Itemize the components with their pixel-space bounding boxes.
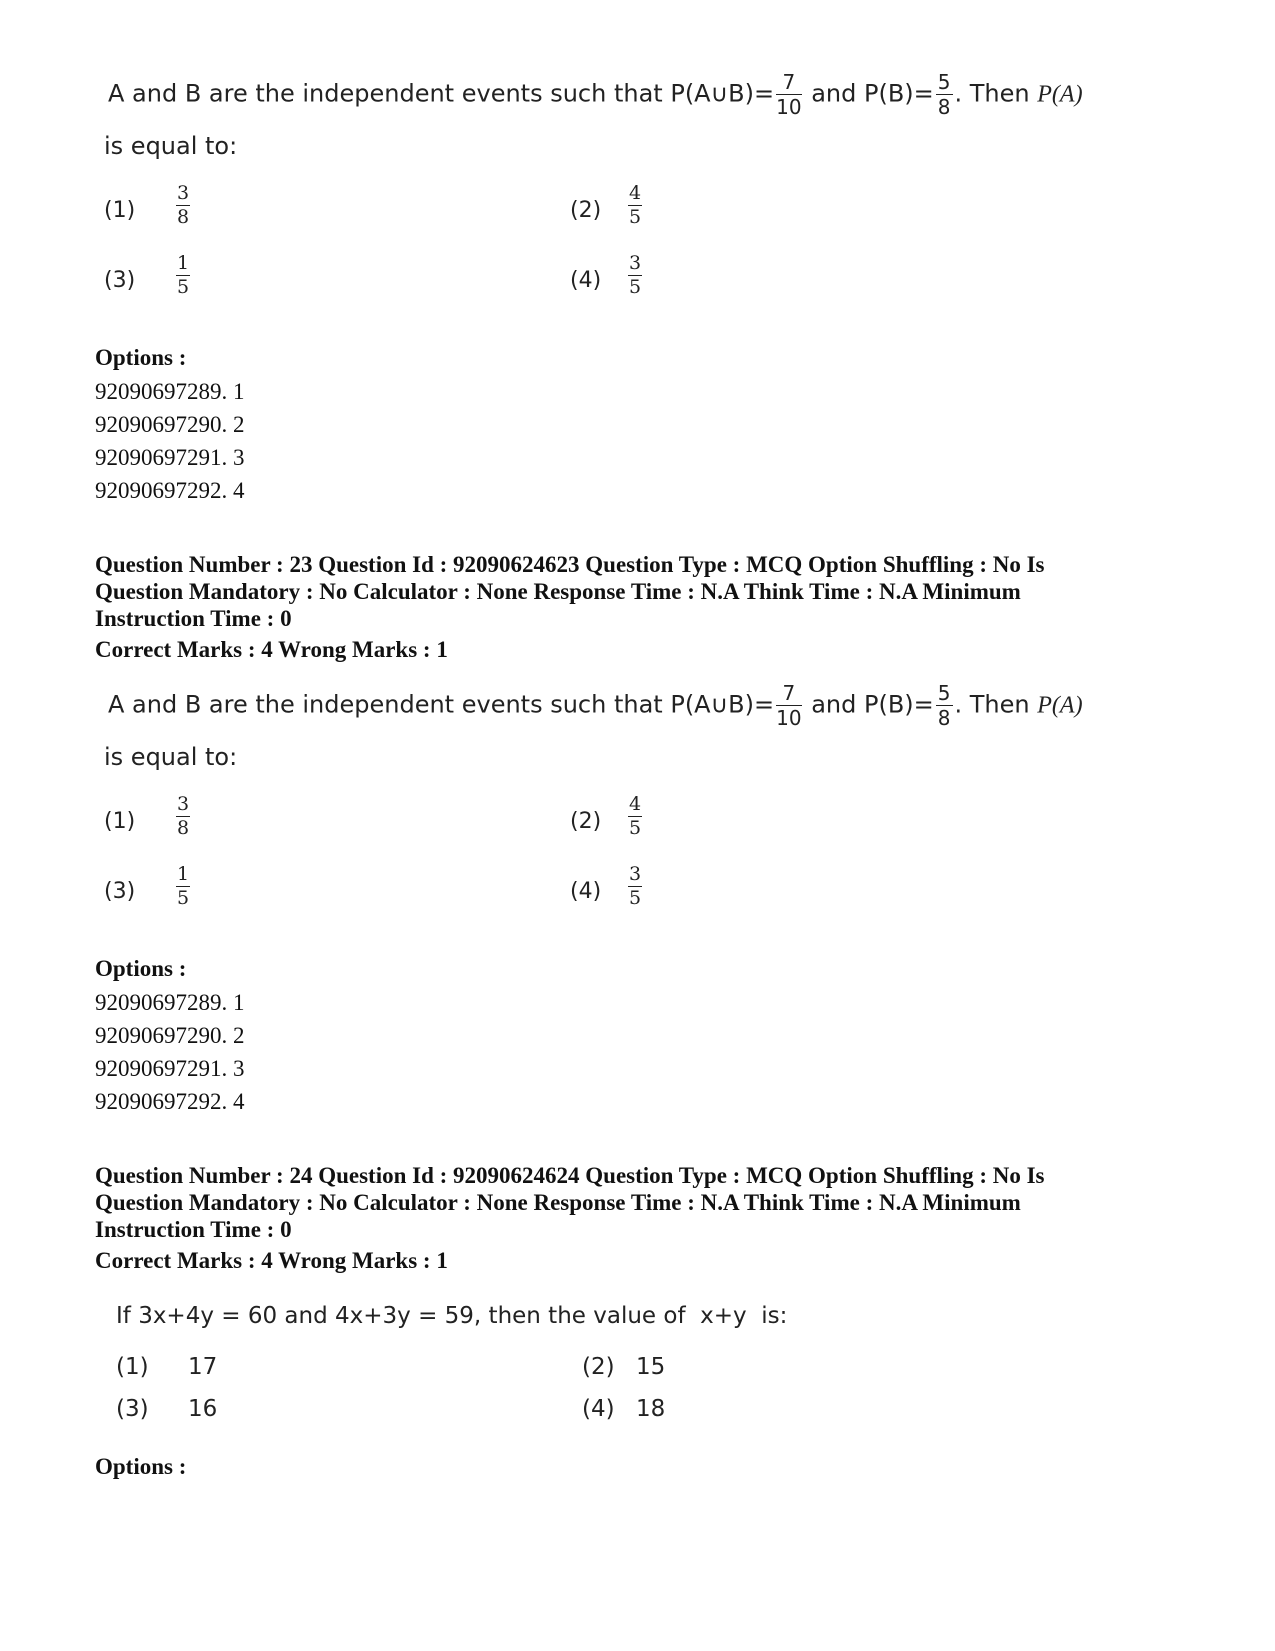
question-22-stem — [108, 72, 1083, 117]
option-item: 92090697290. 2 — [95, 1023, 245, 1048]
choice-fraction — [176, 795, 190, 838]
then-text: . Then — [954, 690, 1030, 719]
fraction-denominator: 5 — [177, 276, 190, 298]
fraction-denominator: 5 — [629, 206, 642, 228]
fraction-denominator: 5 — [629, 887, 642, 909]
fraction-numerator: 3 — [177, 182, 190, 204]
fraction-numerator: 3 — [177, 793, 190, 815]
question-24-marks: Correct Marks : 4 Wrong Marks : 1 — [95, 1248, 448, 1273]
then-text: . Then — [954, 79, 1030, 108]
p-a-label: P(A) — [1037, 692, 1083, 719]
choice-label: (3) — [104, 879, 136, 904]
options-heading: Options : — [95, 345, 187, 370]
p-b-label: P(B)= — [864, 79, 934, 108]
fraction-denominator: 8 — [937, 95, 951, 119]
choice-label: (3) — [116, 1396, 149, 1422]
choice-label: (2) — [570, 198, 602, 223]
fraction-denominator: 5 — [177, 887, 190, 909]
meta-line: Question Mandatory : No Calculator : None Response Time : N.A Think Time : N.A Minimum — [95, 579, 1021, 604]
choice-label: (2) — [570, 809, 602, 834]
stem-text: A and B are the independent events such that — [108, 690, 663, 719]
options-heading: Options : — [95, 1454, 187, 1479]
q24-choice-1 — [116, 1354, 218, 1380]
meta-line: Question Number : 23 Question Id : 92090624623 Question Type : MCQ Option Shuffling : No Is — [95, 552, 1045, 577]
fraction-denominator: 10 — [776, 95, 802, 119]
p-a-label: P(A) — [1037, 81, 1083, 108]
option-item: 92090697290. 2 — [95, 412, 245, 437]
option-item: 92090697289. 1 — [95, 379, 245, 404]
choice-value: 18 — [636, 1396, 666, 1422]
stem-text: A and B are the independent events such that — [108, 79, 663, 108]
choice-label: (4) — [582, 1396, 615, 1422]
choice-value: 16 — [188, 1396, 218, 1422]
choice-value: 17 — [188, 1354, 218, 1380]
meta-line: Instruction Time : 0 — [95, 606, 292, 631]
option-item: 92090697292. 4 — [95, 478, 245, 503]
choice-fraction — [176, 184, 190, 227]
meta-line: Question Mandatory : No Calculator : None Response Time : N.A Think Time : N.A Minimum — [95, 1190, 1021, 1215]
choice-fraction — [176, 254, 190, 297]
meta-line: Question Number : 24 Question Id : 92090624624 Question Type : MCQ Option Shuffling : No Is — [95, 1163, 1045, 1188]
fraction-denominator: 5 — [629, 817, 642, 839]
fraction-5-8 — [936, 72, 953, 117]
fraction-7-10 — [776, 683, 801, 728]
fraction-numerator: 3 — [629, 252, 642, 274]
fraction-numerator: 5 — [937, 681, 951, 705]
choice-label: (3) — [104, 268, 136, 293]
question-24-meta — [95, 1162, 1195, 1243]
choice-fraction — [628, 184, 642, 227]
p-union-label: P(A∪B)= — [670, 79, 775, 108]
choice-label: (1) — [104, 809, 136, 834]
question-22-image — [104, 70, 1108, 330]
option-item: 92090697291. 3 — [95, 1056, 245, 1081]
fraction-numerator: 1 — [177, 863, 190, 885]
fraction-numerator: 4 — [629, 182, 642, 204]
option-item: 92090697289. 1 — [95, 990, 245, 1015]
fraction-denominator: 5 — [629, 276, 642, 298]
choice-label: (4) — [570, 268, 602, 293]
q24-choice-2 — [582, 1354, 666, 1380]
choice-label: (2) — [582, 1354, 615, 1380]
fraction-7-10 — [776, 72, 801, 117]
question-23-image — [104, 681, 1108, 941]
options-list-23 — [95, 986, 245, 1118]
and-text: and — [811, 690, 857, 719]
stem-suffix: is equal to: — [104, 743, 238, 771]
stem-suffix: is equal to: — [104, 132, 238, 160]
question-23-stem — [108, 683, 1083, 728]
option-item: 92090697291. 3 — [95, 445, 245, 470]
fraction-numerator: 3 — [629, 863, 642, 885]
options-heading: Options : — [95, 956, 187, 981]
and-text: and — [811, 79, 857, 108]
choice-fraction — [628, 795, 642, 838]
p-b-label: P(B)= — [864, 690, 934, 719]
q24-choice-3 — [116, 1396, 218, 1422]
choice-fraction — [176, 865, 190, 908]
fraction-denominator: 10 — [776, 706, 802, 730]
fraction-numerator: 4 — [629, 793, 642, 815]
fraction-numerator: 5 — [937, 70, 951, 94]
fraction-numerator: 1 — [177, 252, 190, 274]
q24-choice-4 — [582, 1396, 666, 1422]
choice-label: (1) — [116, 1354, 149, 1380]
fraction-denominator: 8 — [177, 817, 190, 839]
fraction-denominator: 8 — [177, 206, 190, 228]
meta-line: Instruction Time : 0 — [95, 1217, 292, 1242]
choice-fraction — [628, 865, 642, 908]
choice-fraction — [628, 254, 642, 297]
choice-label: (1) — [104, 198, 136, 223]
fraction-denominator: 8 — [937, 706, 951, 730]
fraction-5-8 — [936, 683, 953, 728]
fraction-numerator: 7 — [776, 72, 801, 95]
options-list-22 — [95, 375, 245, 507]
fraction-numerator: 7 — [776, 683, 801, 706]
p-union-label: P(A∪B)= — [670, 690, 775, 719]
question-23-meta — [95, 551, 1195, 632]
option-item: 92090697292. 4 — [95, 1089, 245, 1114]
choice-label: (4) — [570, 879, 602, 904]
question-24-stem: If 3x+4y = 60 and 4x+3y = 59, then the value of x+y is: — [116, 1303, 788, 1329]
choice-value: 15 — [636, 1354, 666, 1380]
question-23-marks: Correct Marks : 4 Wrong Marks : 1 — [95, 637, 448, 662]
